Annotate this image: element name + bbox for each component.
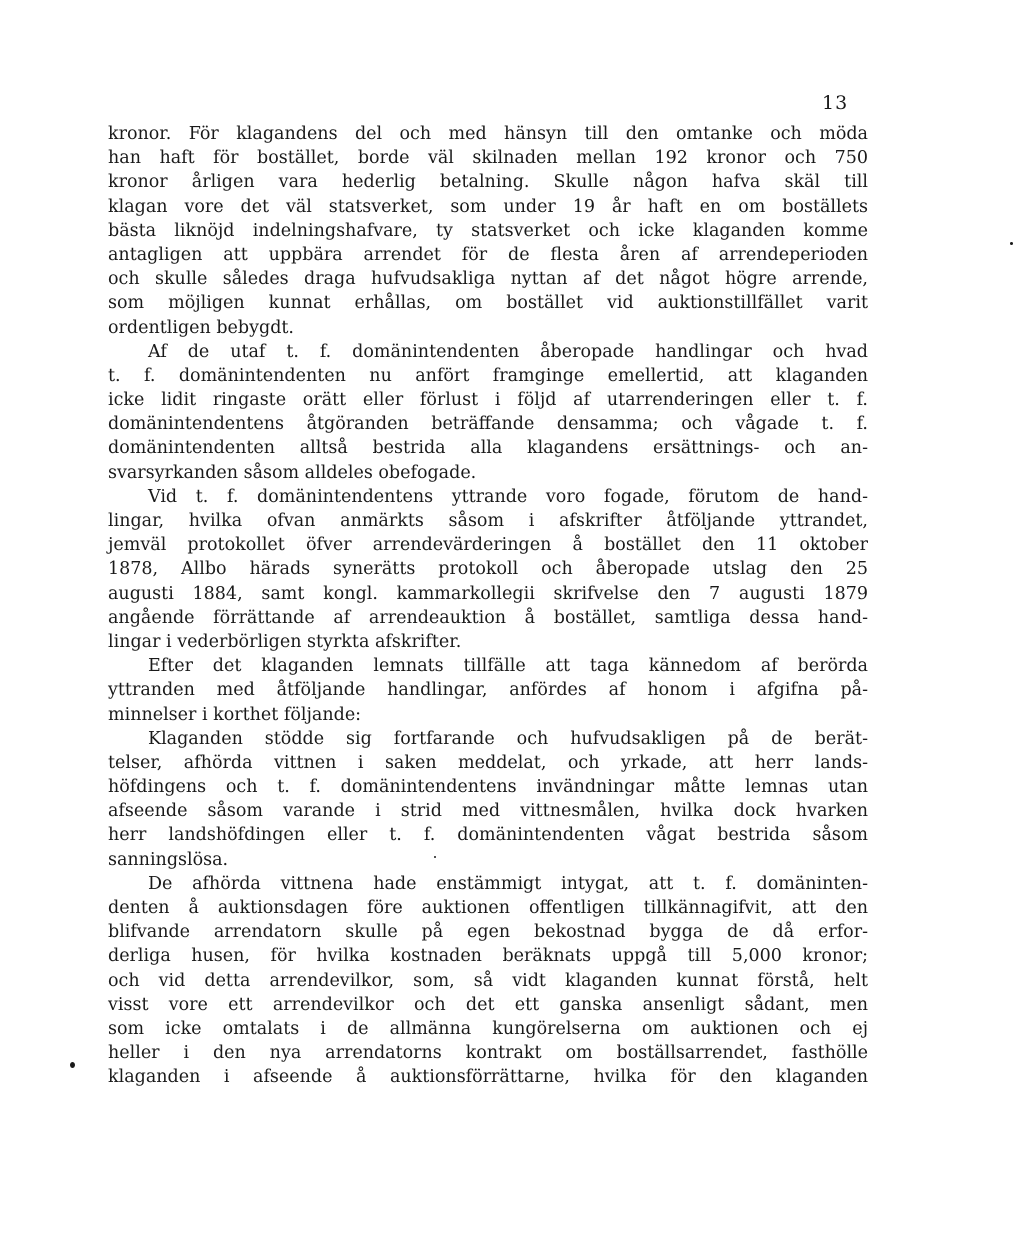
text-line: antagligen att uppbära arrendet för de flesta åren af arrendeperioden [108,244,868,265]
text-line: blifvande arrendatorn skulle på egen bekostnad bygga de då erfor- [108,922,868,943]
text-line: minnelser i korthet följande: [108,704,362,725]
text-line: ordentligen bebygdt. [108,317,294,338]
body-text [108,122,868,1090]
text-line: domänintendentens åtgöranden beträffande densamma; och vågade t. f. [108,414,868,435]
page-number: 13 [822,92,849,114]
text-line: lingar, hvilka ofvan anmärkts såsom i afskrifter åtföljande yttrandet, [108,511,868,531]
text-line: och vid detta arrendevilkor, som, så vidt klaganden kunnat förstå, helt [108,970,868,991]
speck-mark [70,1062,75,1068]
text-line: som icke omtalats i de allmänna kungörelserna om auktionen och ej [108,1018,868,1039]
text-line: De afhörda vittnena hade enstämmigt intygat, att t. f. domäninten- [148,873,868,894]
text-line: Af de utaf t. f. domänintendenten åberopade handlingar och hvad [148,341,868,362]
text-line: Vid t. f. domänintendentens yttrande voro fogade, förutom de hand- [148,486,868,507]
text-line: bästa liknöjd indelningshafvare, ty statsverket och icke klaganden komme [108,220,868,241]
text-line: klaganden i afseende å auktionsförrättarne, hvilka för den klaganden [108,1067,868,1088]
text-line: afseende såsom varande i strid med vittnesmålen, hvilka dock hvarken [108,801,868,822]
text-line: klagan vore det väl statsverket, som under 19 år haft en om boställets [108,196,868,217]
text-line: som möjligen kunnat erhållas, om bostället vid auktionstillfället varit [108,293,868,314]
text-line: Efter det klaganden lemnats tillfälle att taga kännedom af berörda [148,656,868,677]
text-line: sanningslösa. [108,849,229,870]
text-line: telser, afhörda vittnen i saken meddelat, och yrkade, att herr lands- [108,752,868,773]
text-line: denten å auktionsdagen före auktionen offentligen tillkännagifvit, att den [108,898,868,918]
speck-mark [434,856,436,858]
text-line: höfdingens och t. f. domänintendentens invändningar måtte lemnas utan [108,777,868,798]
text-line: visst vore ett arrendevilkor och det ett ganska ansenligt sådant, men [108,994,868,1015]
text-line: derliga husen, för hvilka kostnaden beräknats uppgå till 5,000 kronor; [108,946,868,967]
text-line: t. f. domänintendenten nu anfört framginge emellertid, att klaganden [108,365,868,386]
text-line: svarsyrkanden såsom alldeles obefogade. [108,462,477,483]
text-line: kronor årligen vara hederlig betalning. Skulle någon hafva skäl till [108,172,868,193]
text-line: yttranden med åtföljande handlingar, anfördes af honom i afgifna på- [108,680,868,701]
text-line: lingar i vederbörligen styrkta afskrifter. [108,631,462,652]
speck-mark [1010,242,1013,245]
text-line: domänintendenten alltså bestrida alla klagandens ersättnings- och an- [108,438,868,459]
text-line: angående förrättande af arrendeauktion å bostället, samtliga dessa hand- [108,607,868,628]
text-line: kronor. För klagandens del och med hänsyn till den omtanke och möda [108,124,868,144]
text-line: och skulle således draga hufvudsakliga nyttan af det något högre arrende, [108,269,868,290]
text-line: Klaganden stödde sig fortfarande och hufvudsakligen på de berät- [148,728,868,749]
text-line: augusti 1884, samt kongl. kammarkollegii skrifvelse den 7 augusti 1879 [108,583,868,604]
text-line: herr landshöfdingen eller t. f. domänintendenten vågat bestrida såsom [108,825,868,846]
text-line: icke lidit ringaste orätt eller förlust i följd af utarrenderingen eller t. f. [108,390,868,411]
text-line: 1878, Allbo härads synerätts protokoll och åberopade utslag den 25 [108,559,868,580]
text-line: heller i den nya arrendatorns kontrakt om boställsarrendet, fasthölle [108,1043,868,1064]
text-line: jemväl protokollet öfver arrendevärderingen å bostället den 11 oktober [108,535,868,556]
text-line: han haft för bostället, borde väl skilnaden mellan 192 kronor och 750 [108,148,868,169]
